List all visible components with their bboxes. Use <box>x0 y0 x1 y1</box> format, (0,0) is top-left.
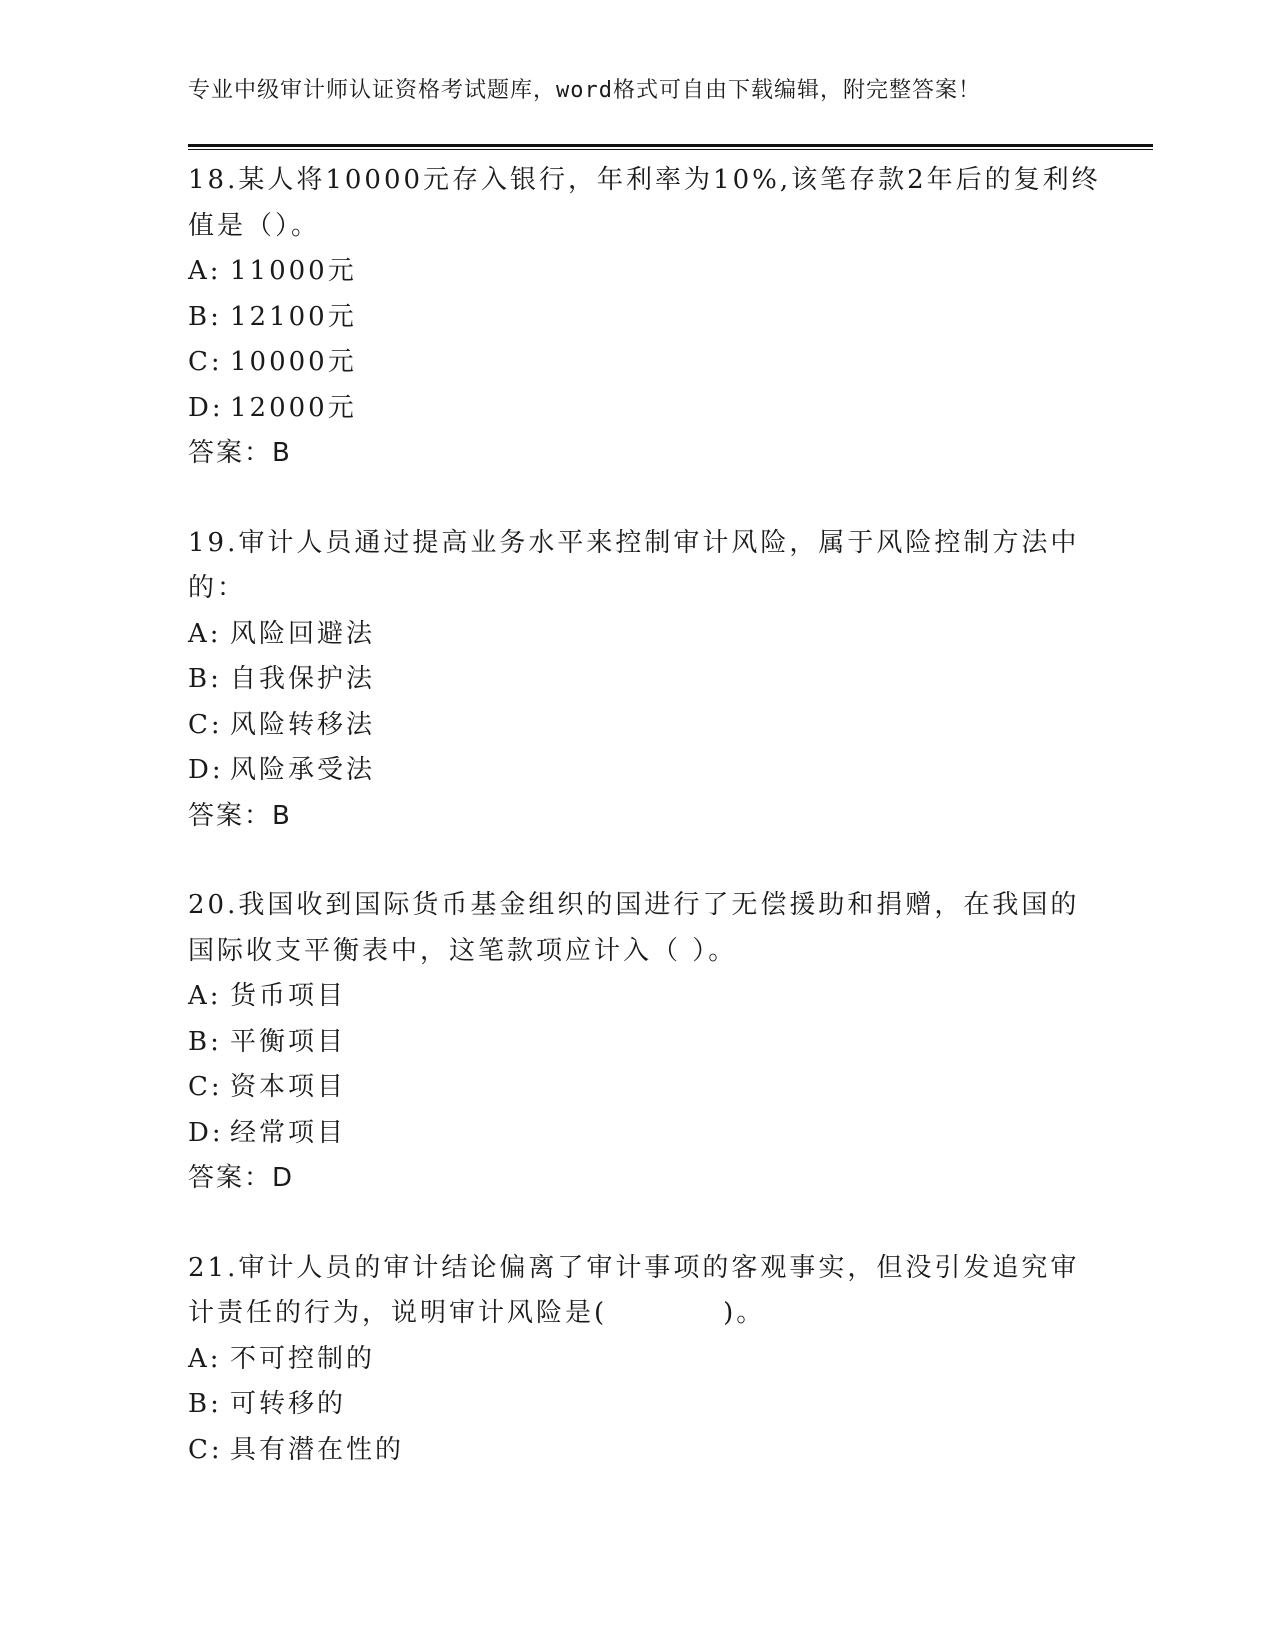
question-line: 21.审计人员的审计结论偏离了审计事项的客观事实，但没引发追究审 <box>188 1252 1080 1283</box>
question-line: 18.某人将10000元存入银行，年利率为10%,该笔存款2年后的复利终 <box>188 165 1101 195</box>
question-18 <box>188 158 1101 477</box>
question-19 <box>188 521 1088 840</box>
option-key: D: <box>188 1117 224 1148</box>
option-text: 可转移的 <box>230 1389 347 1419</box>
answer-line: 答案：B <box>188 800 292 831</box>
option-key: B: <box>188 1389 222 1419</box>
option-text: 12100元 <box>230 301 357 332</box>
option-key: B: <box>188 301 222 332</box>
option-text: 12000元 <box>230 392 357 423</box>
option-b <box>188 657 1088 703</box>
question-list <box>188 158 1101 1517</box>
question-line: 的： <box>188 573 247 603</box>
option-key: D: <box>188 755 224 785</box>
question-line: 国际收支平衡表中，这笔款项应计入（ ）。 <box>188 935 738 966</box>
option-key: A: <box>188 618 222 649</box>
question-line: 20.我国收到国际货币基金组织的国进行了无偿援助和捐赠，在我国的 <box>188 890 1080 920</box>
option-c <box>188 1065 1088 1111</box>
option-text: 具有潜在性的 <box>230 1434 405 1465</box>
option-key: A: <box>188 1343 222 1374</box>
option-key: C: <box>188 1434 223 1465</box>
option-key: C: <box>188 347 223 377</box>
question-21 <box>188 1246 1088 1474</box>
option-a <box>188 249 1088 295</box>
option-key: C: <box>188 1072 223 1102</box>
option-c <box>188 1428 1088 1474</box>
option-b <box>188 1382 1088 1428</box>
option-text: 风险转移法 <box>230 709 376 740</box>
question-line: 计责任的行为，说明审计风险是( )。 <box>188 1298 766 1328</box>
option-key: D: <box>188 392 224 423</box>
question-line: 值是（）。 <box>188 210 321 241</box>
option-text: 货币项目 <box>230 981 347 1011</box>
option-key: A: <box>188 981 222 1011</box>
option-a <box>188 974 1088 1020</box>
option-text: 10000元 <box>230 347 357 377</box>
option-key: C: <box>188 709 223 740</box>
option-key: B: <box>188 664 222 694</box>
option-a <box>188 612 1088 658</box>
option-key: B: <box>188 1026 222 1057</box>
option-c <box>188 340 1088 386</box>
option-text: 平衡项目 <box>230 1026 347 1057</box>
option-text: 经常项目 <box>230 1117 347 1148</box>
answer-line: 答案：D <box>188 1163 295 1193</box>
option-b <box>188 1020 1088 1066</box>
option-b <box>188 295 1088 341</box>
option-text: 11000元 <box>230 256 357 286</box>
option-text: 风险承受法 <box>230 755 376 785</box>
option-text: 资本项目 <box>230 1072 347 1102</box>
question-20 <box>188 883 1088 1202</box>
option-a <box>188 1337 1088 1383</box>
option-c <box>188 703 1088 749</box>
option-d <box>188 748 1088 794</box>
option-key: A: <box>188 256 222 286</box>
option-d <box>188 1111 1088 1157</box>
question-line: 19.审计人员通过提高业务水平来控制审计风险，属于风险控制方法中 <box>188 527 1080 558</box>
header-rule-thin <box>188 149 1153 150</box>
option-text: 不可控制的 <box>230 1343 376 1374</box>
page-header: 专业中级审计师认证资格考试题库，word格式可自由下载编辑，附完整答案！ <box>188 78 981 103</box>
answer-line: 答案：B <box>188 438 292 468</box>
option-text: 自我保护法 <box>230 664 376 694</box>
option-d <box>188 386 1088 432</box>
option-text: 风险回避法 <box>230 618 376 649</box>
header-rule-thick <box>188 144 1153 147</box>
